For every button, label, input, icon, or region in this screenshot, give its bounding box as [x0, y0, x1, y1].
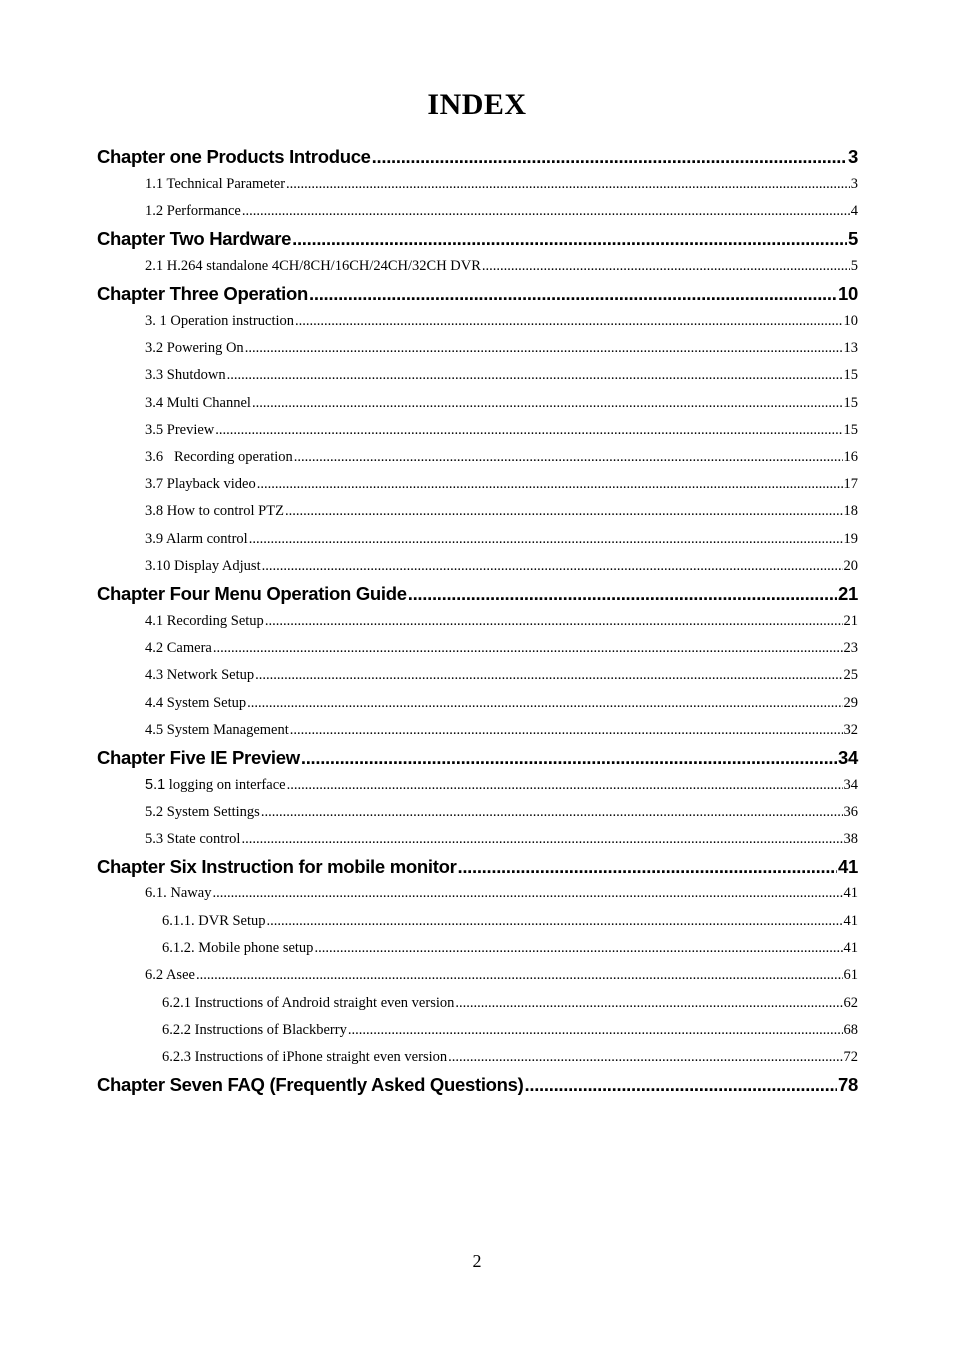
dot-leader	[372, 146, 847, 168]
dot-leader	[295, 313, 842, 330]
toc-section-4-1[interactable]	[145, 613, 858, 630]
dot-leader	[408, 583, 837, 605]
toc-section-title: logging on interface	[165, 777, 286, 793]
toc-section-6-2[interactable]	[145, 967, 858, 984]
toc-page-number: 15	[843, 367, 858, 383]
toc-page-number: 17	[843, 476, 858, 492]
toc-entry-label: 1.2 Performance	[145, 203, 241, 219]
toc-page-number: 72	[843, 1049, 858, 1065]
toc-section-6-2-2[interactable]	[162, 1022, 858, 1039]
toc-section-3-1[interactable]	[145, 313, 858, 330]
toc-page-number: 5	[850, 258, 858, 274]
toc-page-number: 16	[843, 449, 858, 465]
toc-chapter-6[interactable]	[97, 856, 858, 878]
dot-leader	[241, 831, 842, 848]
toc-entry-label: 6.2.1 Instructions of Android straight even version	[162, 995, 455, 1011]
dot-leader	[348, 1022, 843, 1039]
toc-page-number: 25	[843, 667, 858, 683]
toc-section-5-3[interactable]	[145, 831, 858, 848]
toc-page-number: 18	[843, 503, 858, 519]
toc-entry-label: 6.2.2 Instructions of Blackberry	[162, 1022, 347, 1038]
toc-entry-label: 3.9 Alarm control	[145, 531, 248, 547]
dot-leader	[252, 395, 843, 412]
toc-chapter-5[interactable]	[97, 747, 858, 769]
toc-section-6-1-2[interactable]	[162, 940, 858, 957]
toc-entry-label: 4.4 System Setup	[145, 695, 247, 711]
toc-page-number: 5	[848, 228, 858, 249]
page-title: INDEX	[427, 88, 527, 121]
toc-entry-label: 3.4 Multi Channel	[145, 395, 251, 411]
toc-page-number: 41	[838, 856, 858, 877]
dot-leader	[294, 449, 843, 466]
dot-leader	[257, 476, 843, 493]
toc-page-number: 36	[843, 804, 858, 820]
toc-page-number: 13	[843, 340, 858, 356]
dot-leader	[213, 640, 843, 657]
toc-entry-label: 3.3 Shutdown	[145, 367, 226, 383]
toc-page-number: 21	[843, 613, 858, 629]
dot-leader	[212, 885, 842, 902]
toc-section-6-2-1[interactable]	[162, 995, 858, 1012]
dot-leader	[196, 967, 843, 984]
toc-page-number: 34	[843, 777, 858, 793]
toc-section-5-2[interactable]	[145, 804, 858, 821]
toc-page-number: 21	[838, 583, 858, 604]
dot-leader	[249, 531, 843, 548]
toc-section-3-7[interactable]	[145, 476, 858, 493]
toc-page-number: 32	[843, 722, 858, 738]
toc-section-3-8[interactable]	[145, 503, 858, 520]
toc-page-number: 23	[843, 640, 858, 656]
toc-page-number: 41	[843, 940, 858, 956]
toc-page-number: 41	[843, 913, 858, 929]
toc-page-number: 15	[843, 395, 858, 411]
toc-entry-label: 5.3 State control	[145, 831, 241, 847]
toc-entry-label: 3.10 Display Adjust	[145, 558, 261, 574]
dot-leader	[262, 558, 843, 575]
toc-chapter-4[interactable]	[97, 583, 858, 605]
toc-chapter-7[interactable]	[97, 1074, 858, 1096]
toc-entry-label: 6.2 Asee	[145, 967, 195, 983]
toc-page-number: 62	[843, 995, 858, 1011]
toc-entry-label: Chapter Five IE Preview	[97, 747, 300, 768]
dot-leader	[286, 176, 850, 193]
toc-section-4-5[interactable]	[145, 722, 858, 739]
toc-section-5-1[interactable]	[145, 777, 858, 794]
dot-leader	[448, 1049, 842, 1066]
toc-entry-label: 4.1 Recording Setup	[145, 613, 264, 629]
toc-page-number: 10	[843, 313, 858, 329]
dot-leader	[245, 340, 843, 357]
toc-entry-label: 4.2 Camera	[145, 640, 212, 656]
dot-leader	[482, 258, 850, 275]
dot-leader	[301, 747, 837, 769]
toc-page-number: 41	[843, 885, 858, 901]
toc-entry-label: 3.8 How to control PTZ	[145, 503, 284, 519]
dot-leader	[267, 913, 843, 930]
dot-leader	[265, 613, 843, 630]
toc-chapter-3[interactable]	[97, 283, 858, 305]
toc-section-3-9[interactable]	[145, 531, 858, 548]
toc-page-number: 3	[848, 146, 858, 167]
toc-entry-label: 3. 1 Operation instruction	[145, 313, 295, 329]
toc-page-number: 29	[843, 695, 858, 711]
toc-section-3-6[interactable]	[145, 449, 858, 466]
toc-page-number: 19	[843, 531, 858, 547]
toc-entry-label	[145, 777, 286, 794]
dot-leader	[242, 203, 850, 220]
toc-section-2-1[interactable]	[145, 258, 858, 275]
toc-page-number: 3	[850, 176, 858, 192]
dot-leader	[525, 1074, 837, 1096]
toc-section-4-2[interactable]	[145, 640, 858, 657]
page-number: 2	[472, 1251, 482, 1271]
toc-entry-label: Chapter Four Menu Operation Guide	[97, 583, 407, 604]
toc-entry-label: Chapter Seven FAQ (Frequently Asked Questions)	[97, 1074, 524, 1095]
toc-entry-label: 6.1. Naway	[145, 885, 212, 901]
dot-leader	[261, 804, 843, 821]
toc-entry-label: 4.3 Network Setup	[145, 667, 255, 683]
dot-leader	[255, 667, 842, 684]
toc-page-number: 15	[843, 422, 858, 438]
toc-entry-label: 3.5 Preview	[145, 422, 215, 438]
dot-leader	[290, 722, 843, 739]
toc-entry-label: 5.2 System Settings	[145, 804, 260, 820]
toc-section-number: 5.1	[145, 777, 166, 793]
dot-leader	[287, 777, 843, 794]
toc-entry-label: 1.1 Technical Parameter	[145, 176, 286, 192]
dot-leader	[215, 422, 842, 439]
dot-leader	[247, 695, 842, 712]
toc-entry-label: 6.1.1. DVR Setup	[162, 913, 266, 929]
toc-section-3-4[interactable]	[145, 395, 858, 412]
dot-leader	[285, 503, 843, 520]
toc-page-number: 78	[838, 1074, 858, 1095]
toc-entry-label: Chapter Three Operation	[97, 283, 309, 304]
toc-section-4-4[interactable]	[145, 695, 858, 712]
dot-leader	[457, 856, 837, 878]
toc-chapter-1[interactable]	[97, 146, 858, 168]
toc-chapter-2[interactable]	[97, 228, 858, 250]
dot-leader	[455, 995, 842, 1012]
dot-leader	[309, 283, 837, 305]
dot-leader	[292, 228, 847, 250]
toc-page-number: 20	[843, 558, 858, 574]
toc-section-6-1[interactable]	[145, 885, 858, 902]
toc-section-6-1-1[interactable]	[162, 913, 858, 930]
toc-entry-label: Chapter Two Hardware	[97, 228, 292, 249]
toc-section-3-5[interactable]	[145, 422, 858, 439]
toc-entry-label: 2.1 H.264 standalone 4CH/8CH/16CH/24CH/32CH DVR	[145, 258, 481, 274]
toc-page-number: 34	[838, 747, 858, 768]
toc-page-number: 4	[850, 203, 858, 219]
toc-entry-label: Chapter one Products Introduce	[97, 146, 371, 167]
toc-entry-label: 6.2.3 Instructions of iPhone straight even version	[162, 1049, 448, 1065]
toc-entry-label: 3.6 Recording operation	[145, 449, 293, 465]
toc-page-number: 68	[843, 1022, 858, 1038]
toc-section-3-3[interactable]	[145, 367, 858, 384]
toc-entry-label: Chapter Six Instruction for mobile monitor	[97, 856, 457, 877]
toc-entry-label: 3.7 Playback video	[145, 476, 256, 492]
toc-section-6-2-3[interactable]	[162, 1049, 858, 1066]
dot-leader	[227, 367, 843, 384]
toc-page-number: 38	[843, 831, 858, 847]
toc-section-3-10[interactable]	[145, 558, 858, 575]
toc-section-3-2[interactable]	[145, 340, 858, 357]
toc-section-1-1[interactable]	[145, 176, 858, 193]
toc-entry-label: 3.2 Powering On	[145, 340, 244, 356]
toc-section-4-3[interactable]	[145, 667, 858, 684]
dot-leader	[314, 940, 842, 957]
toc-page-number: 61	[843, 967, 858, 983]
toc-page-number: 10	[838, 283, 858, 304]
toc-entry-label: 6.1.2. Mobile phone setup	[162, 940, 314, 956]
toc-entry-label: 4.5 System Management	[145, 722, 289, 738]
toc-section-1-2[interactable]	[145, 203, 858, 220]
